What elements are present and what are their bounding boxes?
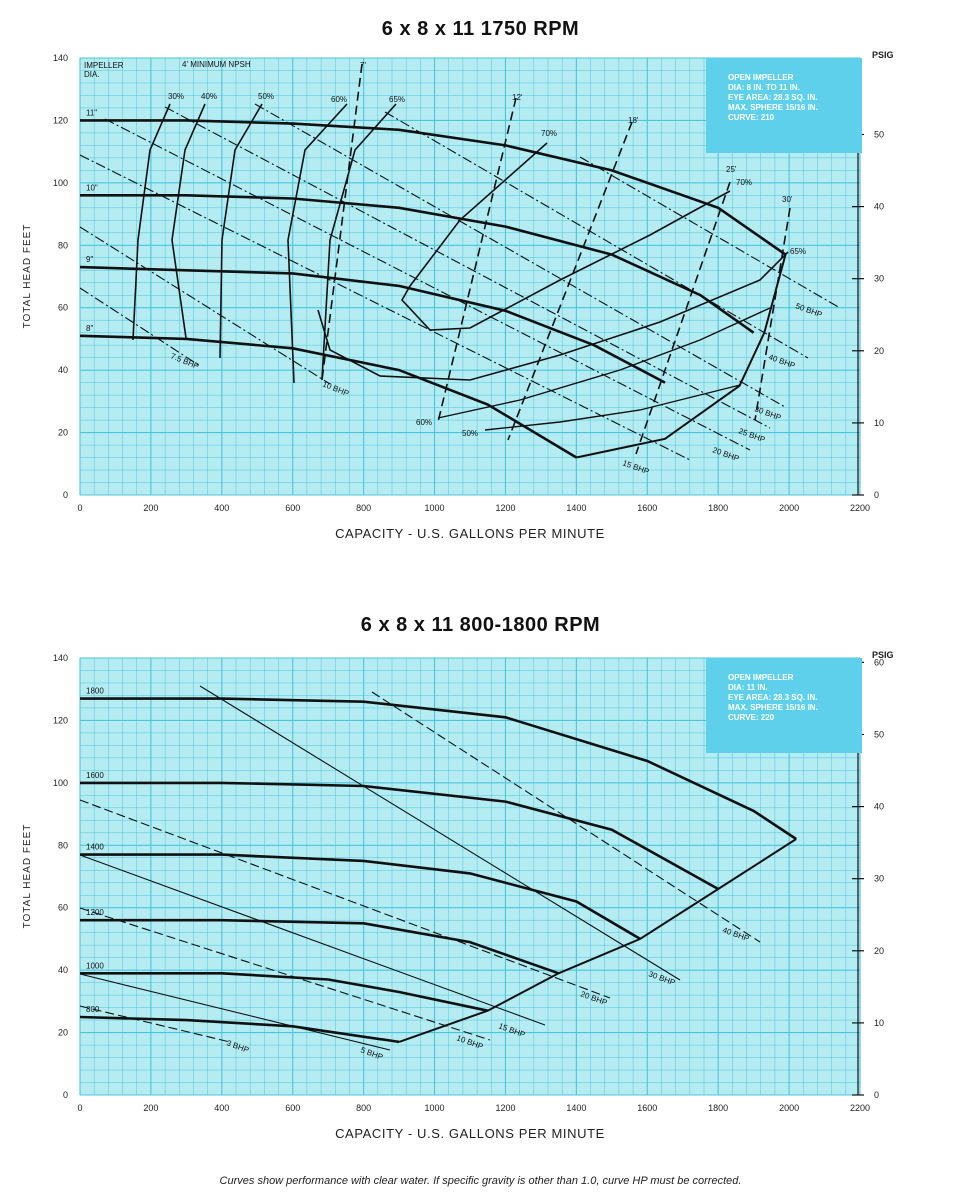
head-curve-label: 1000	[86, 961, 104, 971]
x-tick-label: 200	[143, 1103, 159, 1113]
bhp-label: 20 BHP	[579, 989, 609, 1008]
impeller-dia-label: IMPELLER	[84, 61, 124, 70]
info-box-line: OPEN IMPELLER	[728, 673, 794, 682]
efficiency-label: 50%	[462, 429, 479, 438]
y-axis-title: TOTAL HEAD FEET	[22, 223, 33, 329]
info-box-line: DIA: 11 IN.	[728, 683, 768, 692]
bhp-label: 10 BHP	[455, 1033, 485, 1052]
bhp-label: 30 BHP	[647, 969, 677, 988]
x-tick-label: 2000	[779, 503, 800, 513]
x-tick-label: 200	[143, 503, 159, 513]
y-tick-label: 20	[57, 427, 68, 438]
pump-curve-chart-variable-speed	[0, 640, 961, 1160]
x-tick-label: 1400	[566, 503, 587, 513]
y-tick-label: 40	[57, 365, 68, 376]
y-tick-label: 0	[62, 1090, 68, 1100]
head-curve-label: 10"	[86, 183, 98, 193]
info-box-line: MAX. SPHERE 15/16 IN.	[728, 703, 818, 712]
bhp-label: 20 BHP	[711, 445, 741, 464]
bhp-label: 7.5 BHP	[169, 351, 201, 372]
bhp-label: 10 BHP	[321, 379, 351, 399]
y-tick-label: 60	[57, 902, 68, 913]
bhp-label: 5 BHP	[359, 1045, 385, 1062]
psig-tick-label: 50	[874, 729, 885, 740]
efficiency-label: 70%	[541, 129, 558, 138]
bhp-label: 25 BHP	[737, 426, 767, 445]
info-box-line: CURVE: 210	[728, 113, 775, 122]
psig-tick-label: 10	[874, 417, 885, 428]
info-box	[706, 658, 862, 753]
info-box	[706, 58, 862, 153]
x-tick-label: 2000	[779, 1103, 800, 1113]
npsh-label: 18'	[628, 116, 639, 125]
x-tick-label: 400	[214, 503, 230, 513]
info-box-line: CURVE: 220	[728, 713, 775, 722]
impeller-dia-label: DIA.	[84, 70, 100, 79]
bhp-label: 15 BHP	[621, 458, 651, 477]
x-tick-label: 1800	[708, 503, 729, 513]
x-tick-label: 1000	[424, 1103, 445, 1113]
y-tick-label: 120	[52, 115, 68, 126]
info-box-line: EYE AREA: 28.3 SQ. IN.	[728, 93, 818, 102]
x-tick-label: 800	[356, 503, 372, 513]
head-curve-label: 1400	[86, 842, 104, 852]
y-tick-label: 140	[52, 653, 68, 663]
y-tick-label: 40	[57, 965, 68, 976]
info-box-line: OPEN IMPELLER	[728, 73, 794, 82]
bhp-label: 15 BHP	[497, 1021, 527, 1040]
y-tick-label: 140	[52, 53, 68, 63]
efficiency-label: 70%	[736, 178, 753, 187]
psig-tick-label: 30	[874, 273, 885, 284]
y-tick-label: 80	[57, 840, 68, 851]
x-tick-label: 0	[77, 1103, 83, 1113]
x-tick-label: 600	[285, 1103, 301, 1113]
info-box-line: DIA: 8 IN. TO 11 IN.	[728, 83, 800, 92]
npsh-header-label: 4' MINIMUM NPSH	[182, 60, 251, 69]
npsh-label: 7'	[360, 61, 366, 70]
x-tick-label: 0	[77, 503, 83, 513]
info-box-line: MAX. SPHERE 15/16 IN.	[728, 103, 818, 112]
psig-tick-label: 40	[874, 801, 885, 812]
head-curve-label: 9"	[86, 255, 94, 265]
bhp-label: 40 BHP	[721, 925, 751, 944]
psig-axis-title: PSIG	[872, 50, 894, 60]
y-tick-label: 100	[52, 777, 68, 788]
x-axis-title: CAPACITY - U.S. GALLONS PER MINUTE	[335, 526, 605, 541]
chart-title-1750: 6 x 8 x 11 1750 RPM	[381, 18, 580, 40]
footnote: Curves show performance with clear water. If specific gravity is other than 1.0, curve HP must be corrected.	[219, 1175, 742, 1187]
x-tick-label: 800	[356, 1103, 372, 1113]
psig-tick-label: 0	[874, 1090, 880, 1100]
x-tick-label: 2200	[849, 1103, 871, 1113]
psig-tick-label: 50	[874, 129, 885, 140]
y-tick-label: 60	[57, 302, 68, 313]
info-box-line: EYE AREA: 28.3 SQ. IN.	[728, 693, 818, 702]
bhp-label: 50 BHP	[794, 301, 824, 320]
x-tick-label: 1800	[708, 1103, 729, 1113]
head-curve-label: 11"	[86, 108, 98, 118]
x-tick-label: 1600	[637, 503, 658, 513]
psig-tick-label: 10	[874, 1017, 885, 1028]
efficiency-label: 60%	[416, 418, 433, 427]
head-curve-label: 800	[86, 1004, 100, 1014]
y-tick-label: 100	[52, 177, 68, 188]
efficiency-label: 65%	[790, 247, 807, 256]
y-axis-title: TOTAL HEAD FEET	[22, 823, 33, 929]
y-tick-label: 0	[62, 490, 68, 500]
psig-tick-label: 0	[874, 490, 880, 500]
head-curve-label: 1600	[86, 770, 104, 780]
head-curve-label: 8"	[86, 323, 94, 333]
npsh-label: 25'	[726, 165, 737, 174]
x-tick-label: 600	[285, 503, 301, 513]
y-tick-label: 80	[57, 240, 68, 251]
npsh-label: 30'	[782, 195, 793, 204]
x-tick-label: 1000	[424, 503, 445, 513]
head-curve-label: 1200	[86, 908, 104, 918]
psig-tick-label: 40	[874, 201, 885, 212]
psig-tick-label: 60	[874, 657, 885, 668]
y-tick-label: 120	[52, 715, 68, 726]
head-curve-label: 1800	[86, 686, 104, 696]
x-tick-label: 1200	[495, 1103, 516, 1113]
bhp-label: 30 BHP	[753, 404, 783, 423]
npsh-label: 12'	[512, 93, 523, 102]
bhp-label: 40 BHP	[767, 352, 797, 371]
x-tick-label: 1400	[566, 1103, 587, 1113]
psig-axis-title: PSIG	[872, 650, 894, 660]
y-tick-label: 20	[57, 1027, 68, 1038]
efficiency-label: 60%	[331, 95, 348, 104]
efficiency-label: 40%	[201, 92, 218, 101]
psig-tick-label: 20	[874, 945, 885, 956]
psig-tick-label: 20	[874, 345, 885, 356]
x-tick-label: 400	[214, 1103, 230, 1113]
x-tick-label: 1200	[495, 503, 516, 513]
efficiency-label: 30%	[168, 92, 185, 101]
efficiency-label: 65%	[389, 95, 406, 104]
efficiency-label: 50%	[258, 92, 275, 101]
x-axis-title: CAPACITY - U.S. GALLONS PER MINUTE	[335, 1126, 605, 1141]
pump-curve-chart-1750rpm	[0, 40, 961, 560]
chart-title-variable-speed: 6 x 8 x 11 800-1800 RPM	[360, 614, 601, 636]
x-tick-label: 1600	[637, 1103, 658, 1113]
psig-tick-label: 30	[874, 873, 885, 884]
x-tick-label: 2200	[849, 503, 871, 513]
bhp-label: 3 BHP	[225, 1038, 251, 1055]
